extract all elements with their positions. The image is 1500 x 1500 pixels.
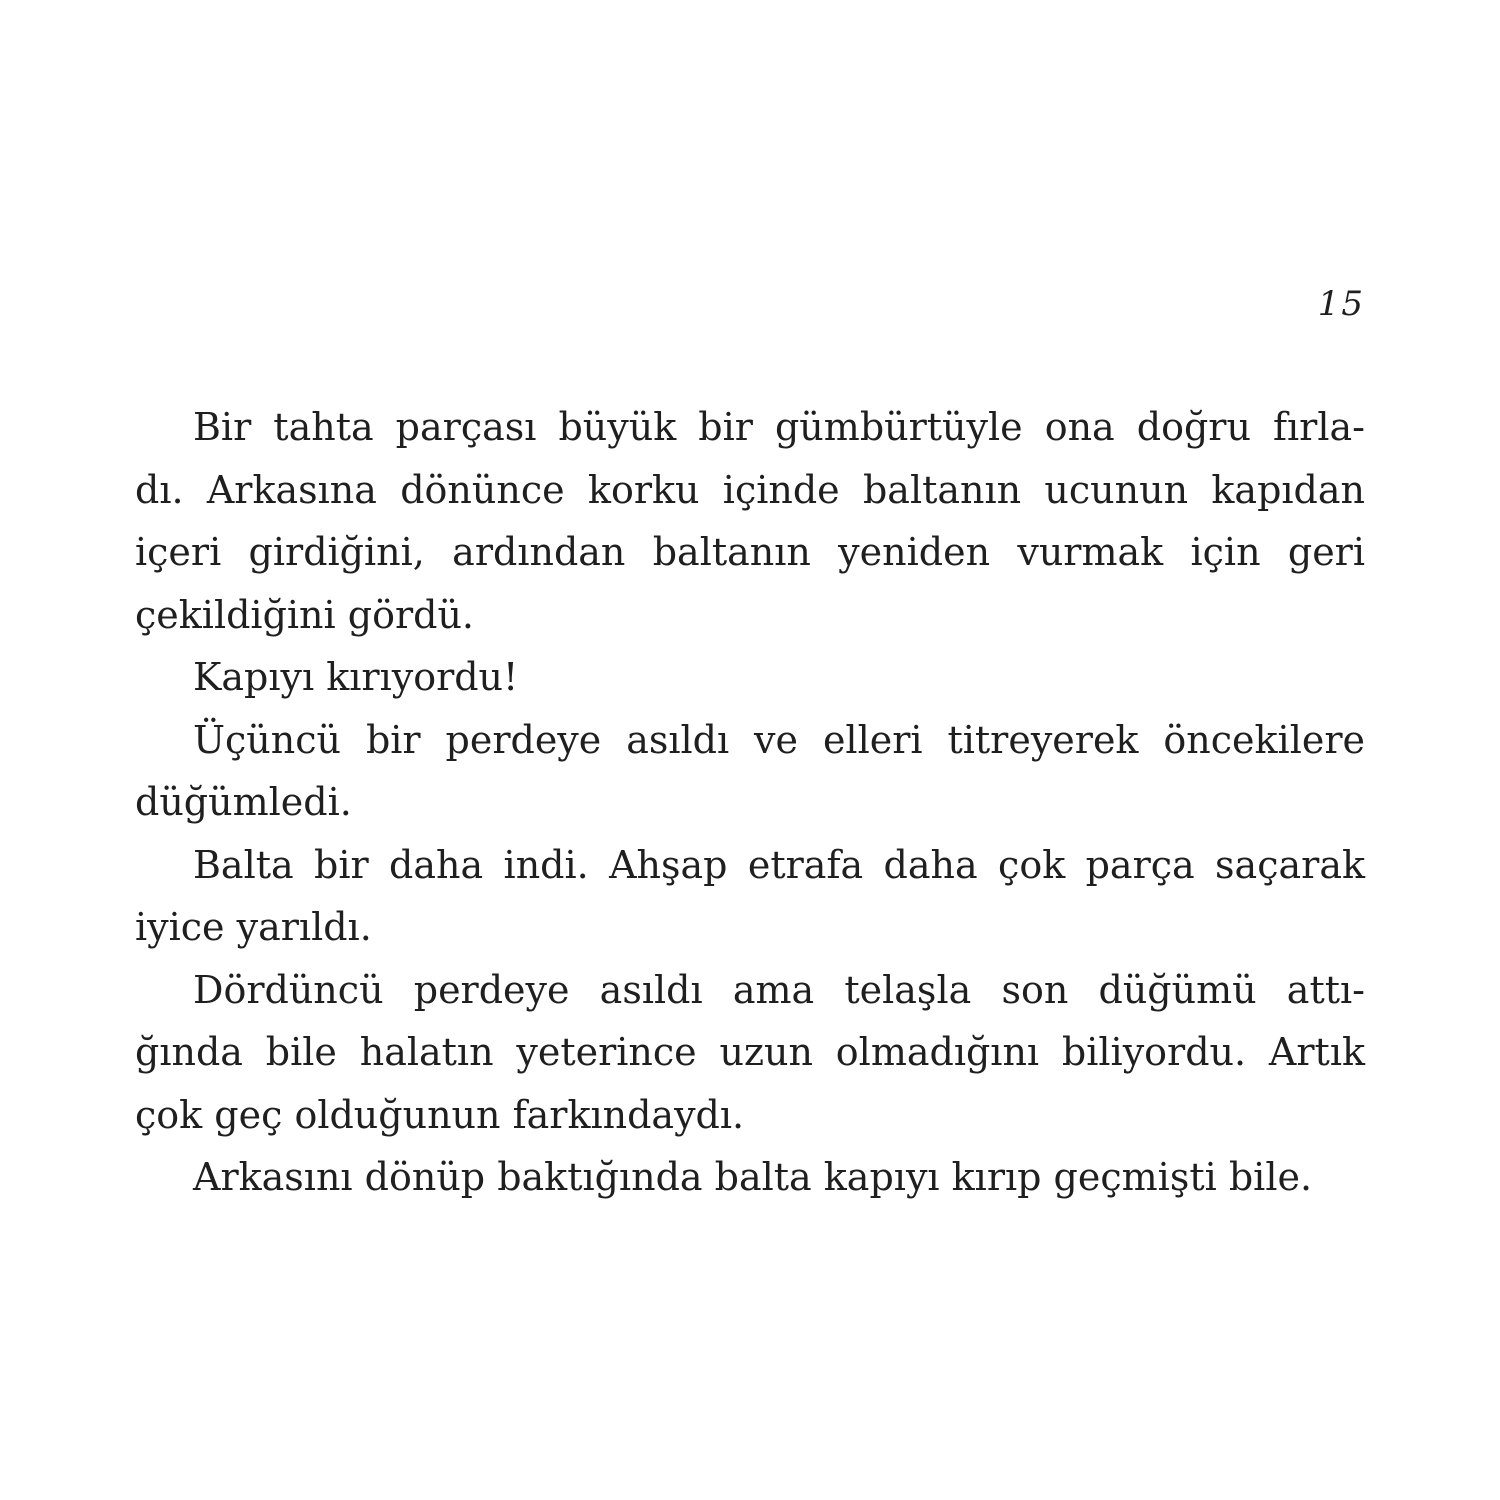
text-line: Üçüncü bir perdeye asıldı ve elleri titreyerek öncekilere (193, 717, 1365, 762)
paragraph (135, 646, 1365, 709)
text-line: Arkasını dönüp baktığında balta kapıyı kırıp geçmişti bile. (193, 1155, 1313, 1199)
text-line: Dördüncü perdeye asıldı ama telaşla son düğümü attı- (193, 967, 1365, 1012)
paragraph (135, 959, 1365, 1147)
text-line: çok geç olduğunun farkındaydı. (135, 1092, 745, 1137)
text-line: Bir tahta parçası büyük bir gümbürtüyle ona doğru fırla- (193, 405, 1365, 449)
text-line: dı. Arkasına dönünce korku içinde baltanın ucunun kapıdan (135, 467, 1365, 512)
body-text (135, 396, 1365, 1209)
paragraph (135, 1146, 1365, 1209)
page-number: 15 (1317, 284, 1365, 324)
text-line: içeri girdiğini, ardından baltanın yeniden vurmak için geri (135, 530, 1365, 574)
paragraph (135, 396, 1365, 646)
paragraph (135, 834, 1365, 959)
text-line: iyice yarıldı. (135, 905, 372, 949)
text-line: ğında bile halatın yeterince uzun olmadığını biliyordu. Artık (135, 1030, 1365, 1074)
text-line: Balta bir daha indi. Ahşap etrafa daha çok parça saçarak (193, 842, 1365, 887)
text-line: düğümledi. (135, 780, 352, 824)
paragraph (135, 709, 1365, 834)
text-line: çekildiğini gördü. (135, 592, 475, 637)
text-line: Kapıyı kırıyordu! (193, 655, 519, 699)
